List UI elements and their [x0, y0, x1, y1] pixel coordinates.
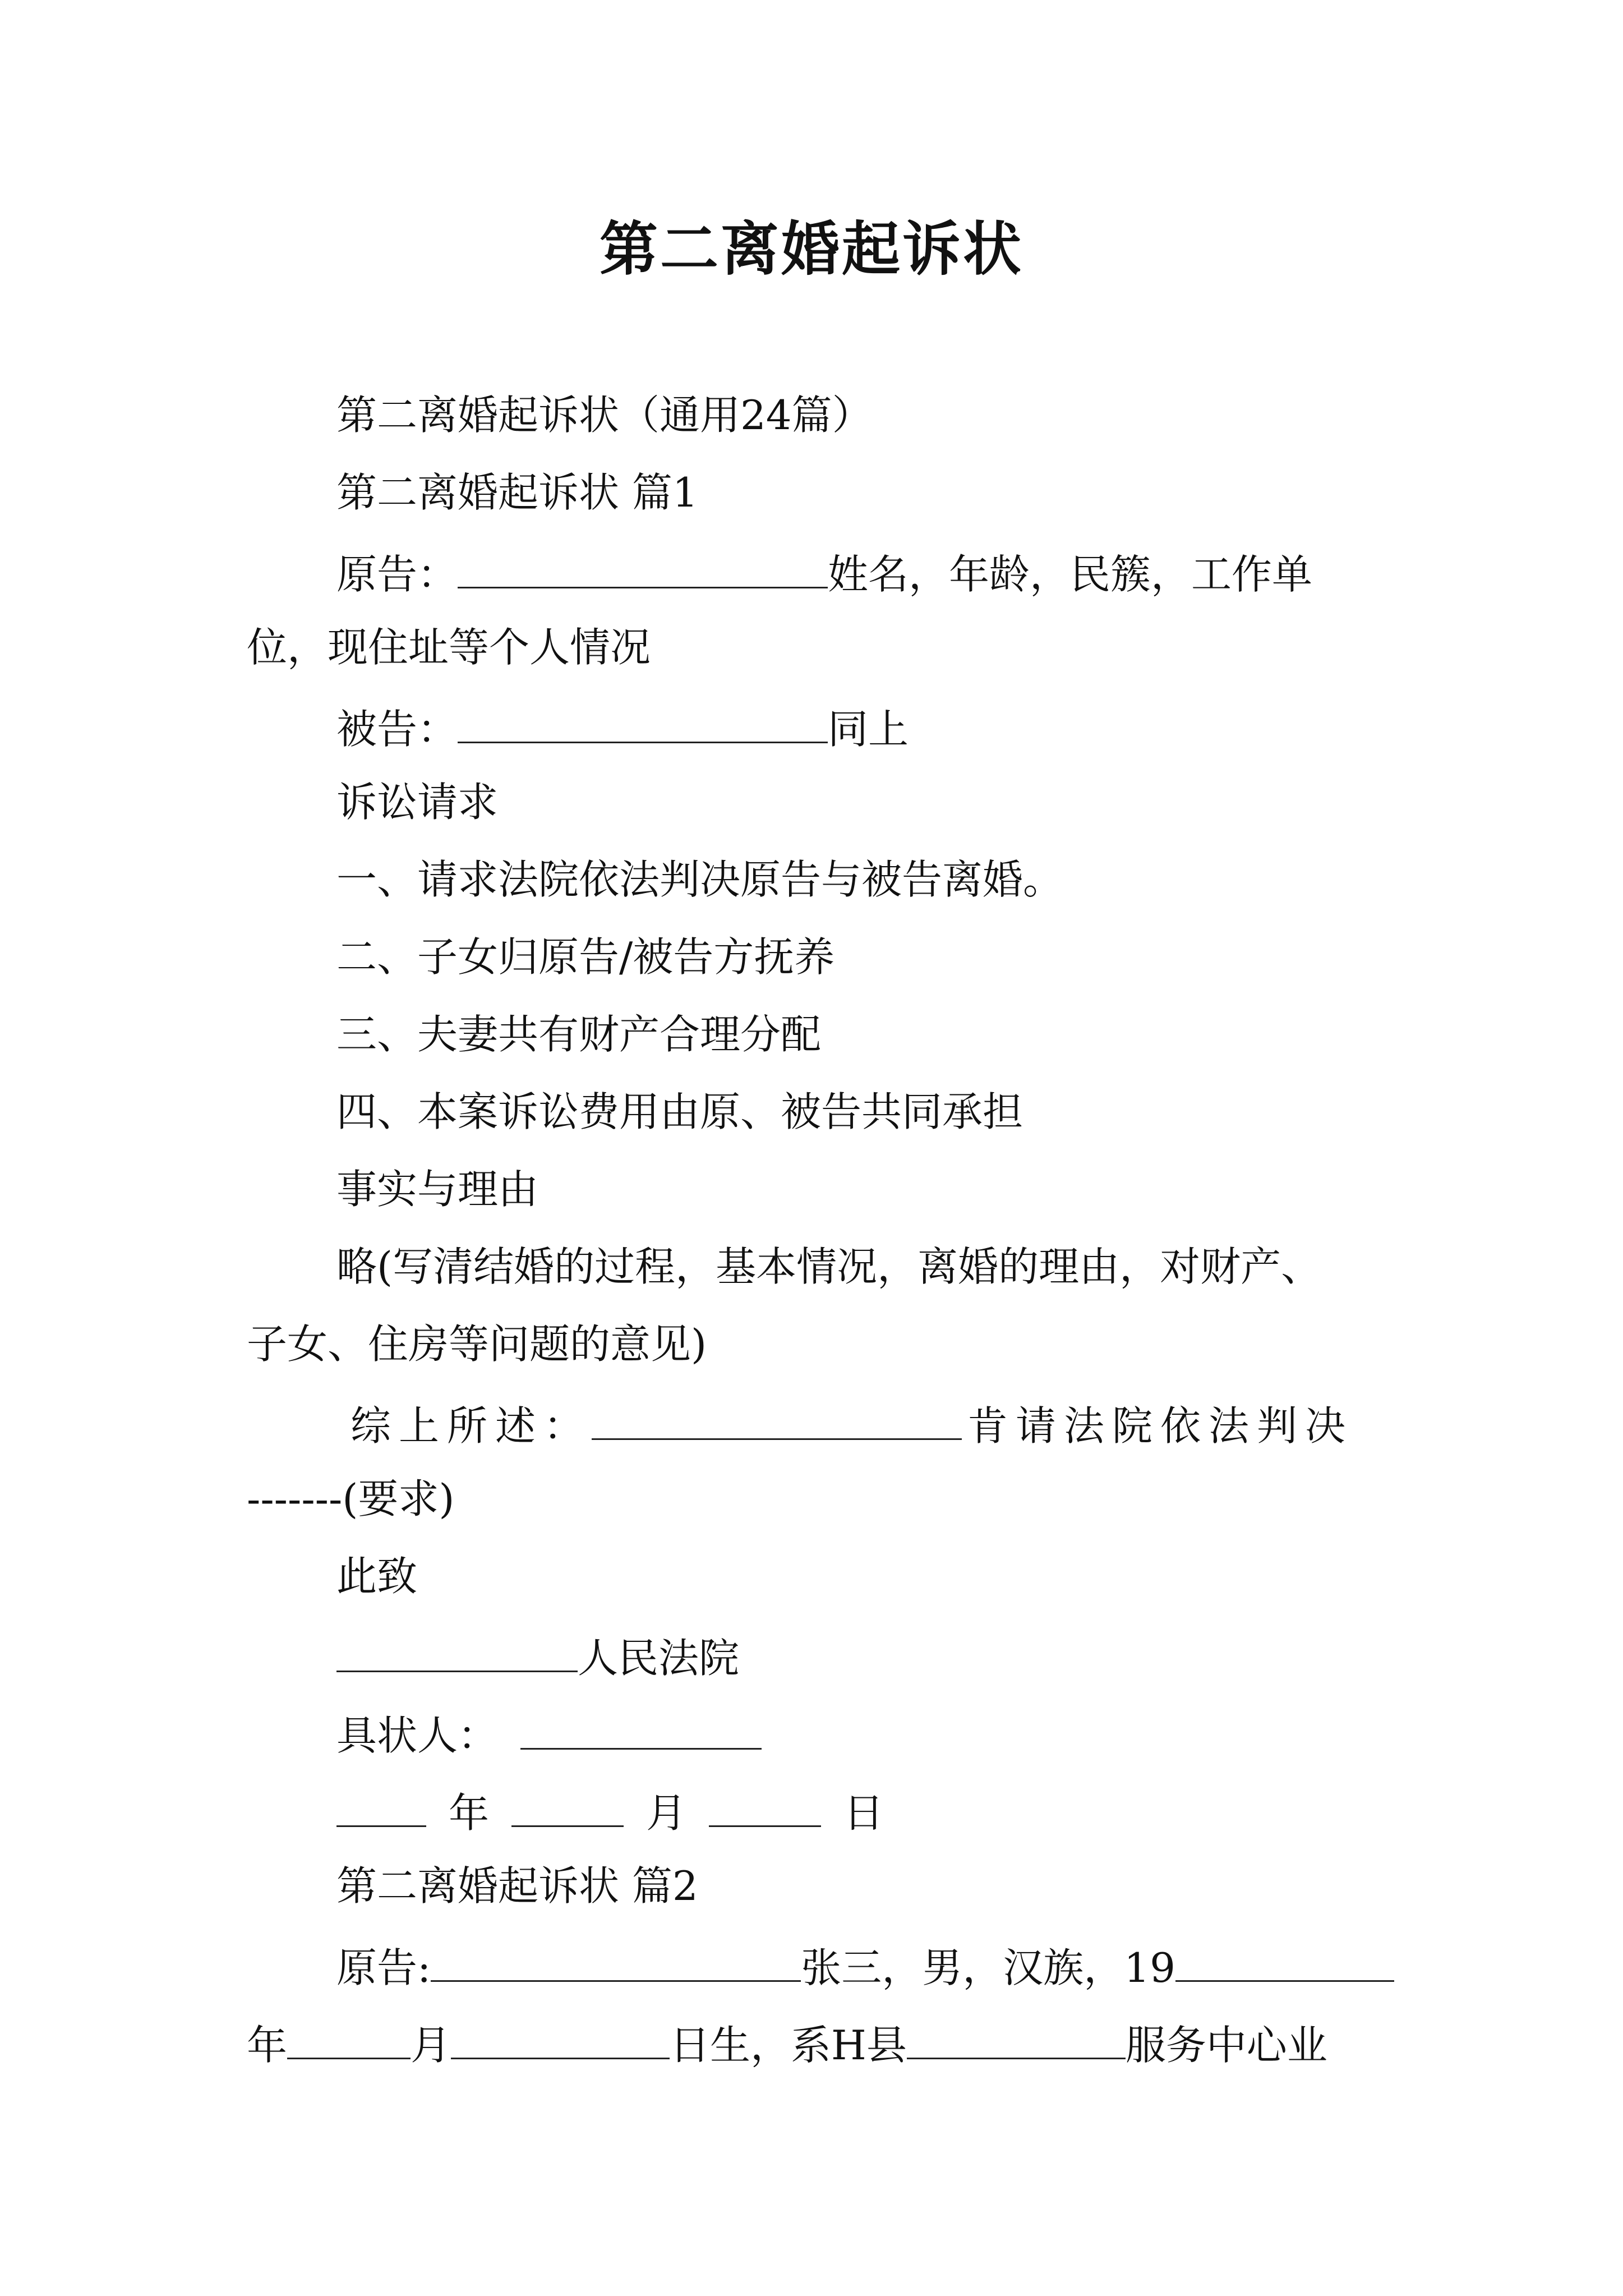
plaintiff-line [336, 542, 1312, 602]
birth-year-blank [1175, 1935, 1394, 1982]
summary-label: 综上所述： [351, 1402, 592, 1450]
document-title: 第二离婚起诉状 [599, 214, 1023, 283]
court-line [336, 1626, 739, 1686]
birth-month-label: 月 [411, 2022, 451, 2069]
month-label: 月 [646, 1789, 687, 1837]
birth-day-blank [451, 2013, 670, 2059]
claims-heading: 诉讼请求 [336, 779, 499, 826]
facts-text: 略(写清结婚的过程，基本情况，离婚的理由，对财产、 [336, 1243, 1322, 1290]
year-label: 年 [449, 1789, 490, 1837]
summary-line [351, 1393, 1353, 1454]
salutation: 此致 [336, 1553, 418, 1600]
defendant-line [336, 697, 909, 757]
summary-blank [592, 1393, 962, 1440]
defendant-label: 被告： [336, 706, 458, 753]
facts-heading: 事实与理由 [336, 1166, 539, 1213]
signer-label: 具状人： [336, 1712, 499, 1759]
birth-year-label: 年 [247, 2022, 288, 2069]
claim-4: 四、本案诉讼费用由原、被告共同承担 [336, 1088, 1023, 1135]
plaintiff-desc-cont: 位，现住址等个人情况 [247, 624, 651, 671]
defendant-desc: 同上 [828, 706, 909, 753]
plaintiff-blank [458, 542, 828, 588]
claim-3: 三、夫妻共有财产合理分配 [336, 1011, 822, 1058]
section-heading-1: 第二离婚起诉状 篇1 [336, 469, 698, 516]
year-blank [336, 1780, 426, 1827]
court-blank [336, 1626, 578, 1672]
birth-day-text: 日生，系H县 [670, 2022, 907, 2069]
plaintiff2-line-cont [247, 2013, 1327, 2073]
date-line [336, 1780, 884, 1841]
plaintiff-label: 原告： [336, 551, 458, 598]
workplace-blank [907, 2013, 1126, 2059]
plaintiff2-line [336, 1935, 1394, 1996]
signer-blank [520, 1703, 762, 1750]
claim-1: 一、请求法院依法判决原告与被告离婚。 [336, 856, 1064, 903]
plaintiff-desc: 姓名，年龄，民簇，工作单 [828, 551, 1313, 598]
claim-2: 二、子女归原告/被告方抚养 [336, 933, 835, 981]
facts-text-cont: 子女、住房等问题的意见) [247, 1320, 707, 1368]
plaintiff2-label: 原告: [336, 1944, 431, 1991]
summary-text: 肯请法院依法判决 [967, 1402, 1354, 1450]
court-label: 人民法院 [578, 1635, 740, 1682]
day-blank [709, 1780, 821, 1827]
signer-line [336, 1703, 762, 1764]
day-label: 日 [843, 1789, 884, 1837]
defendant-blank [458, 697, 828, 743]
workplace-text: 服务中心业 [1125, 2022, 1327, 2069]
request-line: -------(要求) [247, 1475, 455, 1522]
plaintiff2-blank [431, 1935, 801, 1982]
plaintiff2-desc: 张三，男，汉族，19 [801, 1944, 1175, 1991]
birth-month-blank [287, 2013, 411, 2059]
subtitle-line: 第二离婚起诉状（通用24篇） [336, 392, 873, 439]
month-blank [511, 1780, 624, 1827]
section-heading-2: 第二离婚起诉状 篇2 [336, 1862, 698, 1910]
